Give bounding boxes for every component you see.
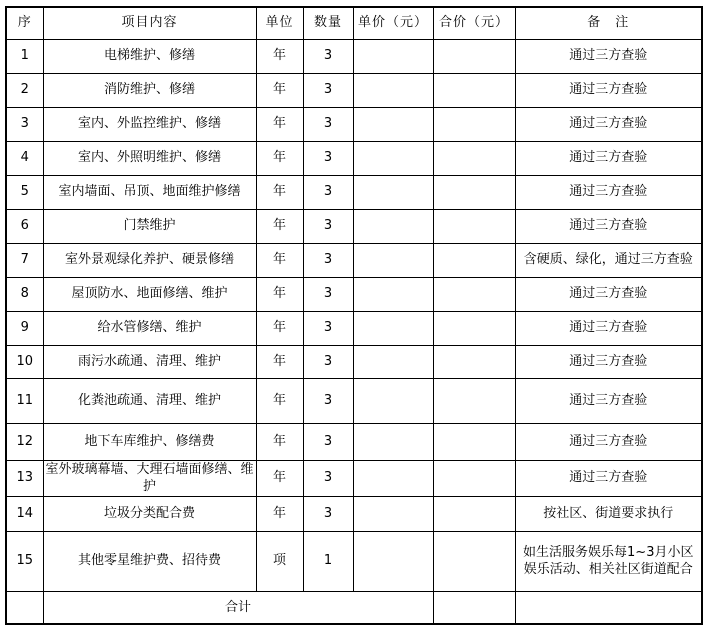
remark-cell: 通过三方查验 [515,107,702,141]
unit-cell: 年 [256,209,303,243]
unit-price-cell [353,378,433,423]
row-number-cell: 12 [6,423,43,460]
unit-cell: 年 [256,73,303,107]
total-price-cell [433,107,515,141]
header-remark: 备 注 [515,7,702,39]
item-cell: 室内、外监控维护、修缮 [43,107,256,141]
total-price-cell [433,141,515,175]
table-row [6,311,702,345]
remark-cell: 通过三方查验 [515,141,702,175]
unit-price-cell [353,277,433,311]
row-number-cell: 6 [6,209,43,243]
table-row [6,378,702,423]
header-unit-price: 单价（元） [353,7,433,39]
table-row [6,209,702,243]
row-number-cell: 15 [6,531,43,591]
item-cell: 室内、外照明维护、修缮 [43,141,256,175]
unit-price-cell [353,175,433,209]
item-cell: 垃圾分类配合费 [43,496,256,531]
item-cell: 电梯维护、修缮 [43,39,256,73]
header-row [6,7,702,39]
unit-price-cell [353,531,433,591]
item-cell: 屋顶防水、地面修缮、维护 [43,277,256,311]
table-row [6,496,702,531]
unit-price-cell [353,73,433,107]
qty-cell: 3 [303,311,353,345]
remark-cell: 通过三方查验 [515,311,702,345]
remark-cell: 通过三方查验 [515,345,702,378]
unit-price-cell [353,39,433,73]
remark-cell: 通过三方查验 [515,73,702,107]
unit-cell: 年 [256,311,303,345]
header-unit: 单位 [256,7,303,39]
table-row [6,39,702,73]
unit-price-cell [353,460,433,496]
total-price-cell [433,175,515,209]
qty-cell: 3 [303,141,353,175]
qty-cell: 3 [303,345,353,378]
row-number-cell: 10 [6,345,43,378]
qty-cell: 3 [303,378,353,423]
item-cell: 地下车库维护、修缮费 [43,423,256,460]
table-row [6,423,702,460]
table-row [6,460,702,496]
unit-price-cell [353,107,433,141]
total-price-cell [433,311,515,345]
row-number-cell: 11 [6,378,43,423]
item-cell: 消防维护、修缮 [43,73,256,107]
footer-remark-cell [515,591,702,624]
header-qty: 数量 [303,7,353,39]
table-row [6,175,702,209]
table-row [6,107,702,141]
unit-cell: 年 [256,277,303,311]
qty-cell: 3 [303,73,353,107]
total-price-cell [433,277,515,311]
item-cell: 给水管修缮、维护 [43,311,256,345]
total-price-cell [433,345,515,378]
table-row [6,141,702,175]
remark-cell: 按社区、街道要求执行 [515,496,702,531]
total-price-cell [433,209,515,243]
unit-cell: 年 [256,345,303,378]
maintenance-cost-table [5,6,703,625]
header-total-price: 合价（元） [433,7,515,39]
table-row [6,345,702,378]
item-cell: 室内墙面、吊顶、地面维护修缮 [43,175,256,209]
unit-price-cell [353,243,433,277]
header-item: 项目内容 [43,7,256,39]
unit-cell: 年 [256,378,303,423]
qty-cell: 3 [303,423,353,460]
cost-table-page [0,6,706,629]
qty-cell: 3 [303,277,353,311]
total-price-cell [433,423,515,460]
table-row [6,531,702,591]
table-row [6,73,702,107]
unit-cell: 年 [256,141,303,175]
unit-cell: 年 [256,39,303,73]
remark-cell: 含硬质、绿化，通过三方查验 [515,243,702,277]
row-number-cell: 1 [6,39,43,73]
header-no: 序 [6,7,43,39]
unit-cell: 年 [256,423,303,460]
unit-price-cell [353,311,433,345]
unit-cell: 年 [256,107,303,141]
qty-cell: 3 [303,243,353,277]
row-number-cell: 2 [6,73,43,107]
item-cell: 其他零星维护费、招待费 [43,531,256,591]
total-price-cell [433,378,515,423]
qty-cell: 3 [303,39,353,73]
item-cell: 室外景观绿化养护、硬景修缮 [43,243,256,277]
footer-row [6,591,702,624]
item-cell: 雨污水疏通、清理、维护 [43,345,256,378]
unit-cell: 年 [256,175,303,209]
row-number-cell: 13 [6,460,43,496]
row-number-cell: 7 [6,243,43,277]
remark-cell: 通过三方查验 [515,460,702,496]
total-price-cell [433,73,515,107]
row-number-cell: 4 [6,141,43,175]
total-price-cell [433,243,515,277]
row-number-cell: 14 [6,496,43,531]
unit-cell: 年 [256,243,303,277]
row-number-cell: 9 [6,311,43,345]
unit-cell: 项 [256,531,303,591]
total-price-cell [433,496,515,531]
table-row [6,277,702,311]
item-cell: 化粪池疏通、清理、维护 [43,378,256,423]
remark-cell: 通过三方查验 [515,39,702,73]
unit-cell: 年 [256,496,303,531]
qty-cell: 3 [303,496,353,531]
remark-cell: 通过三方查验 [515,423,702,460]
total-price-cell [433,531,515,591]
row-number-cell: 3 [6,107,43,141]
total-price-cell [433,460,515,496]
remark-cell: 通过三方查验 [515,209,702,243]
unit-price-cell [353,141,433,175]
unit-price-cell [353,423,433,460]
item-cell: 室外玻璃幕墙、大理石墙面修缮、维护 [43,460,256,496]
qty-cell: 3 [303,209,353,243]
unit-price-cell [353,496,433,531]
remark-cell: 通过三方查验 [515,277,702,311]
footer-total-label-cell: 合计 [43,591,433,624]
qty-cell: 3 [303,175,353,209]
remark-cell: 如生活服务娱乐每1~3月小区娱乐活动、相关社区街道配合 [515,531,702,591]
item-cell: 门禁维护 [43,209,256,243]
row-number-cell: 8 [6,277,43,311]
remark-cell: 通过三方查验 [515,378,702,423]
table-row [6,243,702,277]
remark-cell: 通过三方查验 [515,175,702,209]
qty-cell: 3 [303,460,353,496]
footer-total-price-cell [433,591,515,624]
unit-price-cell [353,209,433,243]
qty-cell: 1 [303,531,353,591]
unit-price-cell [353,345,433,378]
total-price-cell [433,39,515,73]
qty-cell: 3 [303,107,353,141]
row-number-cell: 5 [6,175,43,209]
unit-cell: 年 [256,460,303,496]
footer-empty-no-cell [6,591,43,624]
